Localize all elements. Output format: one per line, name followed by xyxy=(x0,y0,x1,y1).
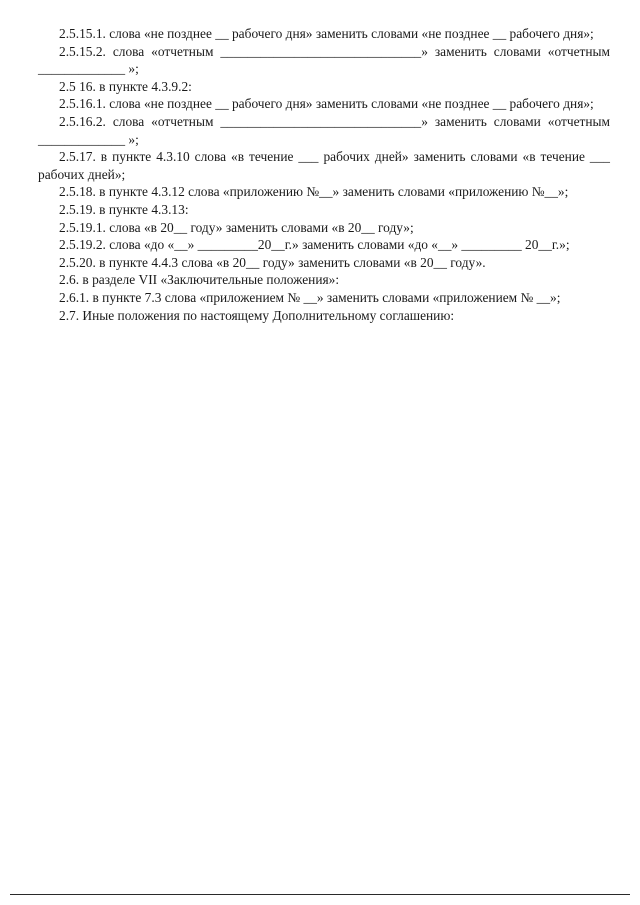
paragraph-2-5-16-1: 2.5.16.1. слова «не позднее __ рабочего дня» заменить словами «не позднее __ рабочего дня»; xyxy=(59,96,594,112)
paragraph-2-7: 2.7. Иные положения по настоящему Дополнительному соглашению: xyxy=(59,307,455,323)
paragraph-2-5-15-2: 2.5.15.2. слова «отчетным ______________________________» заменить словами «отчетным _____________ »; xyxy=(38,43,610,77)
paragraph-2-5-16: 2.5 16. в пункте 4.3.9.2: xyxy=(59,78,192,94)
paragraph-2-6: 2.6. в разделе VII «Заключительные положения»: xyxy=(59,272,340,288)
paragraph-2-5-19-1: 2.5.19.1. слова «в 20__ году» заменить словами «в 20__ году»; xyxy=(59,219,414,235)
paragraph-2-5-16-2: 2.5.16.2. слова «отчетным ______________________________» заменить словами «отчетным _____________ »; xyxy=(38,113,610,147)
paragraph-2-5-19-2: 2.5.19.2. слова «до «__» _________20__г.» заменить словами «до «__» _________ 20__г.»; xyxy=(59,237,570,253)
paragraph-2-5-15-1: 2.5.15.1. слова «не позднее __ рабочего дня» заменить словами «не позднее __ рабочего дня»; xyxy=(59,26,594,41)
bottom-divider xyxy=(10,894,630,895)
paragraph-2-5-19: 2.5.19. в пункте 4.3.13: xyxy=(59,201,189,217)
document-body xyxy=(38,25,610,324)
paragraph-2-5-18: 2.5.18. в пункте 4.3.12 слова «приложению №__» заменить словами «приложению №__»; xyxy=(59,184,569,200)
paragraph-2-5-17: 2.5.17. в пункте 4.3.10 слова «в течение ___ рабочих дней» заменить словами «в течение ___ рабочих дней»; xyxy=(38,149,610,182)
paragraph-2-6-1: 2.6.1. в пункте 7.3 слова «приложением № __» заменить словами «приложением № __»; xyxy=(59,289,561,305)
paragraph-2-5-20: 2.5.20. в пункте 4.4.3 слова «в 20__ году» заменить словами «в 20__ году». xyxy=(59,254,486,270)
